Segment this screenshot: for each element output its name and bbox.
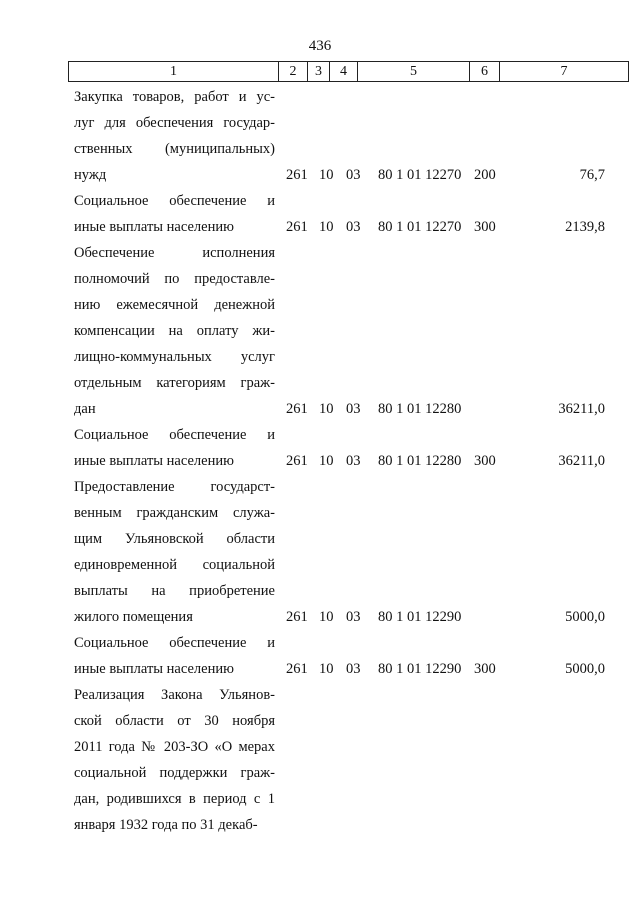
column-header: 5	[358, 62, 470, 81]
description-line: Социальное обеспечение и	[74, 193, 275, 209]
description-line: полномочий по предоставле-	[74, 271, 275, 287]
column-header: 2	[279, 62, 308, 81]
cell-col3: 10	[319, 609, 334, 625]
cell-col5: 80 1 01 12270	[378, 167, 462, 183]
cell-col2: 261	[286, 167, 308, 183]
column-header: 3	[308, 62, 330, 81]
description-line: дан	[74, 401, 96, 417]
cell-col7: 2139,8	[565, 219, 605, 235]
cell-col2: 261	[286, 219, 308, 235]
table-row	[0, 422, 640, 474]
description-line: отдельным категориям граж-	[74, 375, 275, 391]
cell-col3: 10	[319, 661, 334, 677]
cell-col2: 261	[286, 609, 308, 625]
column-header: 6	[470, 62, 500, 81]
row-description	[74, 240, 275, 422]
column-header-row	[68, 61, 629, 82]
description-line: луг для обеспечения государ-	[74, 115, 275, 131]
cell-col7: 36211,0	[558, 453, 605, 469]
cell-col4: 03	[346, 167, 361, 183]
cell-col6: 300	[474, 661, 496, 677]
description-line: Реализация Закона Ульянов-	[74, 687, 275, 703]
description-line: лищно-коммунальных услуг	[74, 349, 275, 365]
cell-col7: 76,7	[579, 167, 605, 183]
cell-col2: 261	[286, 453, 308, 469]
page-number: 436	[308, 38, 332, 54]
description-line: ственных (муниципальных)	[74, 141, 275, 157]
cell-col7: 5000,0	[565, 609, 605, 625]
description-line: Обеспечение исполнения	[74, 245, 275, 261]
cell-col3: 10	[319, 219, 334, 235]
cell-col4: 03	[346, 661, 361, 677]
cell-col3: 10	[319, 401, 334, 417]
cell-col3: 10	[319, 453, 334, 469]
description-line: единовременной социальной	[74, 557, 275, 573]
cell-col2: 261	[286, 401, 308, 417]
description-line: дан, родившихся в период с 1	[74, 791, 275, 807]
description-line: социальной поддержки граж-	[74, 765, 275, 781]
table-row	[0, 240, 640, 422]
description-line: иные выплаты населению	[74, 219, 234, 235]
table-row	[0, 630, 640, 682]
table-row	[0, 188, 640, 240]
cell-col4: 03	[346, 609, 361, 625]
column-header: 7	[560, 64, 568, 79]
row-description	[74, 682, 275, 838]
cell-col5: 80 1 01 12290	[378, 661, 462, 677]
description-line: ской области от 30 ноября	[74, 713, 275, 729]
table-row	[0, 84, 640, 188]
description-line: января 1932 года по 31 декаб-	[74, 817, 258, 833]
description-line: иные выплаты населению	[74, 661, 234, 677]
column-header: 1	[69, 62, 279, 81]
cell-col6: 200	[474, 167, 496, 183]
row-description	[74, 422, 275, 474]
description-line: венным гражданским служа-	[74, 505, 275, 521]
row-description	[74, 84, 275, 188]
description-line: Социальное обеспечение и	[74, 427, 275, 443]
cell-col4: 03	[346, 219, 361, 235]
description-line: Закупка товаров, работ и ус-	[74, 89, 275, 105]
table-row	[0, 474, 640, 630]
description-line: щим Ульяновской области	[74, 531, 275, 547]
description-line: жилого помещения	[74, 609, 193, 625]
cell-col6: 300	[474, 219, 496, 235]
cell-col6: 300	[474, 453, 496, 469]
description-line: выплаты на приобретение	[74, 583, 275, 599]
description-line: нужд	[74, 167, 107, 183]
cell-col5: 80 1 01 12270	[378, 219, 462, 235]
cell-col5: 80 1 01 12280	[378, 401, 462, 417]
column-header: 4	[330, 62, 358, 81]
description-line: Социальное обеспечение и	[74, 635, 275, 651]
table-row	[0, 682, 640, 838]
description-line: Предоставление государст-	[74, 479, 275, 495]
cell-col4: 03	[346, 401, 361, 417]
description-line: компенсации на оплату жи-	[74, 323, 275, 339]
row-description	[74, 474, 275, 630]
cell-col5: 80 1 01 12280	[378, 453, 462, 469]
row-description	[74, 188, 275, 240]
row-description	[74, 630, 275, 682]
description-line: нию ежемесячной денежной	[74, 297, 275, 313]
cell-col2: 261	[286, 661, 308, 677]
cell-col4: 03	[346, 453, 361, 469]
description-line: 2011 года № 203-ЗО «О мерах	[74, 739, 275, 755]
cell-col3: 10	[319, 167, 334, 183]
description-line: иные выплаты населению	[74, 453, 234, 469]
cell-col7: 5000,0	[565, 661, 605, 677]
cell-col7: 36211,0	[558, 401, 605, 417]
cell-col5: 80 1 01 12290	[378, 609, 462, 625]
